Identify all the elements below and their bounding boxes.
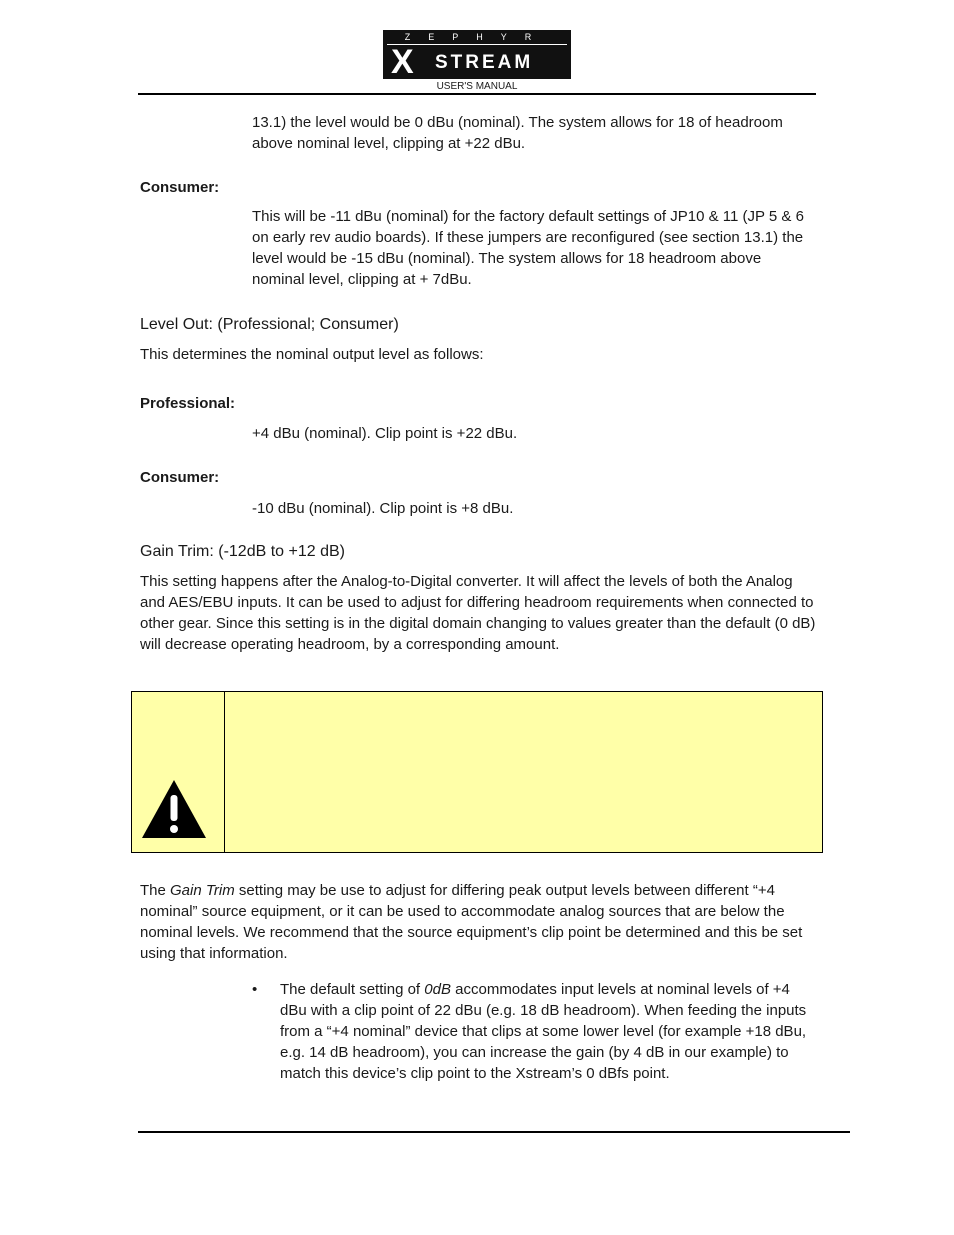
text-run: The <box>140 882 171 899</box>
bullet-item-default-setting <box>280 979 815 1084</box>
default-value-term: 0dB <box>424 981 451 998</box>
gain-trim-heading: Gain Trim: (-12dB to +12 dB) <box>140 543 345 560</box>
zephyr-xstream-logo <box>383 30 571 79</box>
consumer-output-label: Consumer: <box>140 469 220 486</box>
logo-zephyr-text: ZEPHYR <box>404 32 550 42</box>
gain-trim-description: This setting happens after the Analog-to-Digital converter. It will affect the levels of both the Analog and AES/EBU inputs. It can be used to adjust for differing headroom requirements when connected to other gear. Since this setting is in the digital domain changing to values greater than the default (0 dB) will decrease operating headroom, by a corresponding amount. <box>140 573 816 653</box>
header-rule <box>138 93 816 95</box>
bullet-marker: • <box>252 981 258 998</box>
text-run: setting may be use to adjust for differing peak output levels between different “+4 nominal” source equipment, or it can be used to accommodate analog sources that are below the nominal levels. We recommend that the source equipment’s clip point be determined and this be set using that information. <box>140 882 803 962</box>
warning-triangle-icon <box>140 778 208 840</box>
text-run: accommodates input levels at nominal levels of +4 dBu with a clip point of 22 dBu (e.g. 18 dB headroom). When feeding the inputs from a “+4 nominal” device that clips at some lower level (for example +18 dBu, e.g. 14 dB headroom), you can increase the gain (by 4 dB in our example) to match this device’s clip point to the Xstream’s 0 dBfs point. <box>280 981 807 1082</box>
gain-trim-term: Gain Trim <box>170 882 235 899</box>
consumer-input-text: This will be -11 dBu (nominal) for the factory default settings of JP10 & 11 (JP 5 & 6 on early rev audio boards). If these jumpers are reconfigured (see section 13.1) the level would be -15 dBu (nominal). The system allows for 18 headroom above nominal level, clipping at + 7dBu. <box>252 208 804 288</box>
gain-trim-usage-paragraph <box>140 880 820 964</box>
logo-stream-text: STREAM <box>435 52 534 73</box>
consumer-output-text: -10 dBu (nominal). Clip point is +8 dBu. <box>252 500 514 517</box>
footer-rule <box>138 1131 850 1133</box>
professional-label: Professional: <box>140 395 236 412</box>
level-out-heading: Level Out: (Professional; Consumer) <box>140 316 399 333</box>
manual-subtitle: USER'S MANUAL <box>436 81 518 92</box>
logo-x-letter: X <box>391 43 414 81</box>
warning-icon-cell <box>132 692 225 852</box>
warning-box <box>131 691 823 853</box>
paragraph-pro-continuation: 13.1) the level would be 0 dBu (nominal). The system allows for 18 of headroom above nominal level, clipping at +22 dBu. <box>252 114 783 152</box>
professional-output-text: +4 dBu (nominal). Clip point is +22 dBu. <box>252 425 518 442</box>
consumer-label: Consumer: <box>140 179 220 196</box>
level-out-intro: This determines the nominal output level as follows: <box>140 346 484 363</box>
logo-rule <box>387 44 567 45</box>
text-run: The default setting of <box>280 981 425 998</box>
